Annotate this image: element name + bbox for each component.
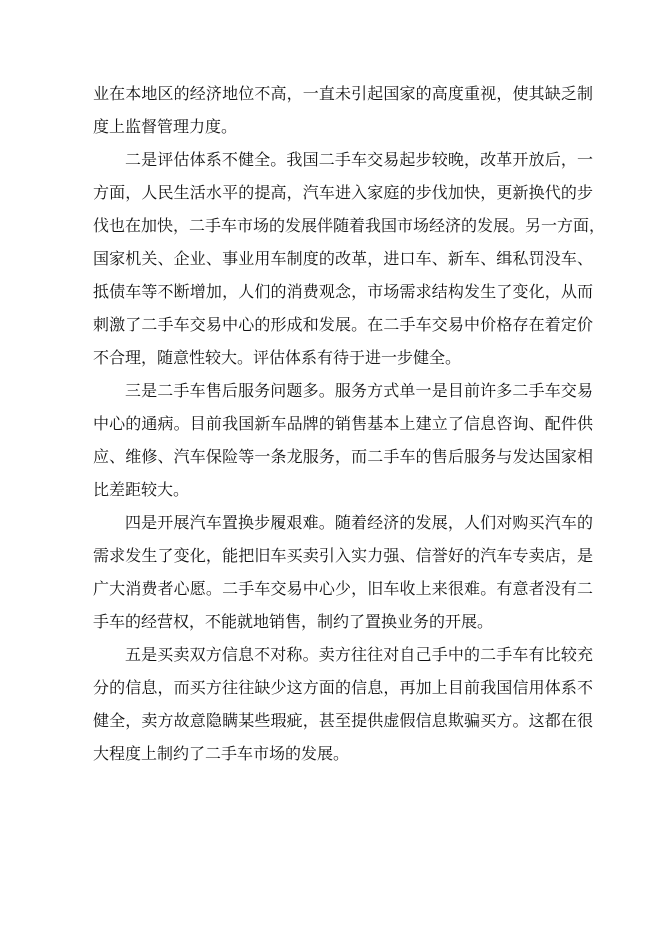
text-line: 刺激了二手车交易中心的形成和发展。在二手车交易中价格存在着定价 [93, 315, 593, 334]
text-line: 抵债车等不断增加，人们的消费观念，市场需求结构发生了变化，从而 [93, 282, 593, 301]
document-body [93, 77, 606, 770]
text-line: 二是评估体系不健全。我国二手车交易起步较晚，改革开放后，一 [125, 150, 593, 169]
text-line: 比差距较大。 [93, 480, 190, 499]
paragraph-after-sales-service [93, 374, 593, 506]
text-line: 手车的经营权，不能就地销售，制约了置换业务的开展。 [93, 612, 494, 631]
text-line: 五是买卖双方信息不对称。卖方往往对自己手中的二手车有比较充 [125, 645, 593, 664]
text-line: 广大消费者心愿。二手车交易中心少，旧车收上来很难。有意者没有二 [93, 579, 593, 598]
text-line: 四是开展汽车置换步履艰难。随着经济的发展，人们对购买汽车的 [125, 513, 593, 532]
text-line: 健全，卖方故意隐瞒某些瑕疵，甚至提供虚假信息欺骗买方。这都在很 [93, 711, 593, 730]
text-line: 需求发生了变化，能把旧车买卖引入实力强、信誉好的汽车专卖店，是 [93, 546, 593, 565]
text-line: 业在本地区的经济地位不高，一直未引起国家的高度重视，使其缺乏制 [93, 84, 593, 103]
paragraph-continuation [93, 77, 593, 143]
text-line: 不合理，随意性较大。评估体系有待于进一步健全。 [93, 348, 462, 367]
text-line: 分的信息，而买方往往缺少这方面的信息，再加上目前我国信用体系不 [93, 678, 593, 697]
text-line: 应、维修、汽车保险等一条龙服务，而二手车的售后服务与发达国家相 [93, 447, 593, 466]
text-line: 大程度上制约了二手车市场的发展。 [93, 744, 350, 763]
text-line: 三是二手车售后服务问题多。服务方式单一是目前许多二手车交易 [125, 381, 593, 400]
text-line: 方面，人民生活水平的提高，汽车进入家庭的步伐加快，更新换代的步 [93, 183, 593, 202]
text-line: 伐也在加快，二手车市场的发展伴随着我国市场经济的发展。另一方面， [93, 216, 606, 235]
paragraph-information-asymmetry [93, 638, 593, 770]
text-line: 度上监督管理力度。 [93, 117, 238, 136]
paragraph-evaluation-system [93, 143, 606, 374]
text-line: 中心的通病。目前我国新车品牌的销售基本上建立了信息咨询、配件供 [93, 414, 593, 433]
text-line: 国家机关、企业、事业用车制度的改革，进口车、新车、缉私罚没车、 [93, 249, 593, 268]
paragraph-car-replacement [93, 506, 593, 638]
